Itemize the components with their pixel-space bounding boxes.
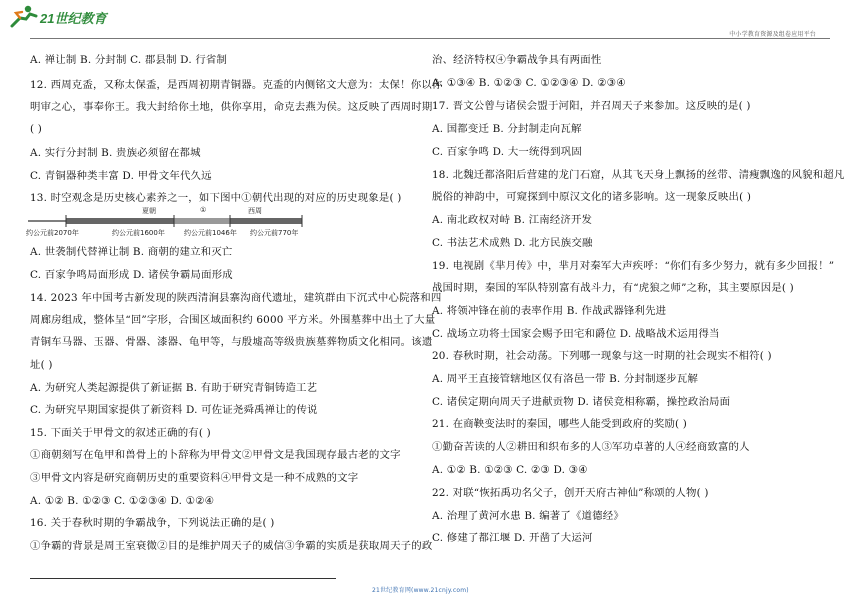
question-21-stmt: ①勤奋苦读的人②耕田和织布多的人③军功卓著的人④经商致富的人 [432,441,750,453]
timeline-era-xia: 夏朝 [142,207,156,215]
question-14-line1: 14. 2023 年中国考古新发现的陕西清涧县寨沟商代遗址，建筑群由下沉式中心院落和四 [30,292,442,304]
question-22-options-ab: A. 治理了黄河水患 B. 编著了《道德经》 [432,510,624,522]
question-19-line2: 战国时期，秦国的军队特别富有战斗力，有“虎狼之师”之称，其主要原因是( ) [432,282,794,294]
timeline-era-unknown: ① [200,206,207,214]
question-12-options-cd: C. 青铜器种类丰富 D. 甲骨文年代久远 [30,170,212,182]
question-12-line3: ( ) [30,123,43,135]
question-22: 22. 对联“恢拓禹功名父子，创开天府古神仙”称颂的人物( ) [432,487,709,499]
question-19-options-ab: A. 将领冲锋在前的表率作用 B. 作战武器锋利先进 [432,305,667,317]
question-14-options-ab: A. 为研究人类起源提供了新证据 B. 有助于研究青铜铸造工艺 [30,382,318,394]
question-18-line1: 18. 北魏迁都洛阳后营建的龙门石窟，从其飞天身上飘扬的丝带、清瘦飘逸的风貌和超凡 [432,169,845,181]
question-17: 17. 晋文公曾与诸侯会盟于河阳，并召周天子来参加。这反映的是( ) [432,100,751,112]
question-20-options-cd: C. 诸侯定期向周天子进献贡物 D. 诸侯竞相称霸，操控政治局面 [432,396,731,408]
question-13-options-cd: C. 百家争鸣局面形成 D. 诸侯争霸局面形成 [30,269,233,281]
question-19-options-cd: C. 战场立功将士国家会赐予田宅和爵位 D. 战略战术运用得当 [432,328,720,340]
header-divider [30,38,830,39]
question-20-options-ab: A. 周平王直接管辖地区仅有洛邑一带 B. 分封制逐步瓦解 [432,373,699,385]
question-17-options-ab: A. 国都变迁 B. 分封制走向瓦解 [432,123,582,135]
question-15-options: A. ①② B. ①②③ C. ①②③④ D. ①②④ [30,495,215,507]
timeline-figure [24,204,310,238]
question-17-options-cd: C. 百家争鸣 D. 大一统得到巩固 [432,146,582,158]
question-16-stmt-cont: 治、经济特权④争霸战争具有两面性 [432,54,602,66]
question-18-line2: 脱俗的神韵中，可窥探到中原汉文化的诸多影响。这一现象反映出( ) [432,191,752,203]
question-12-line1: 12. 西周克盉，又称太保盉，是西周初期青铜器。克盉的内侧铭文大意为：太保！你以你 [30,79,443,91]
question-15-stmt2: ③甲骨文内容是研究商朝历史的重要资料④甲骨文是一种不成熟的文字 [30,472,359,484]
question-16-stmt1: ①争霸的背景是周王室衰微②目的是维护周天子的威信③争霸的实质是获取周天子的政 [30,540,433,552]
question-21-options: A. ①② B. ①②③ C. ②③ D. ③④ [432,464,588,476]
question-14-line4: 址( ) [30,359,53,371]
footer-divider [30,578,336,579]
question-15: 15. 下面关于甲骨文的叙述正确的有( ) [30,427,211,439]
question-18-options-cd: C. 书法艺术成熟 D. 北方民族交融 [432,237,593,249]
timeline-date-2: 约公元前1600年 [112,229,165,237]
timeline-date-4: 约公元前770年 [250,229,299,237]
question-18-options-ab: A. 南北政权对峙 B. 江南经济开发 [432,214,593,226]
question-14-options-cd: C. 为研究早期国家提供了新资料 D. 可佐证尧舜禹禅让的传说 [30,404,318,416]
question-16-options: A. ①③④ B. ①②③ C. ①②③④ D. ②③④ [432,77,626,89]
runner-icon [6,4,40,30]
question-15-stmt1: ①商朝刻写在龟甲和兽骨上的卜辞称为甲骨文②甲骨文是我国现存最古老的文字 [30,449,401,461]
question-19-line1: 19. 电视剧《芈月传》中，芈月对秦军大声疾呼：“你们有多少努力，就有多少回报！” [432,260,835,272]
question-12-line2: 明审之心，事奉你王。我大封给你土地，供你享用，命克去燕为侯。这反映了西周时期 [30,101,433,113]
timeline-era-western-zhou: 西周 [248,207,262,215]
timeline-date-1: 约公元前2070年 [26,229,79,237]
timeline-date-3: 约公元前1046年 [184,229,237,237]
question-13-options-ab: A. 世袭制代替禅让制 B. 商朝的建立和灭亡 [30,246,233,258]
site-tagline: 中小学教育资源及组卷应用平台 [729,31,816,38]
question-22-options-cd: C. 修建了都江堰 D. 开凿了大运河 [432,532,593,544]
question-12-options-ab: A. 实行分封制 B. 贵族必须留在都城 [30,147,201,159]
question-13: 13. 时空观念是历史核心素养之一，如下图中①朝代出现的对应的历史现象是( ) [30,192,402,204]
site-logo [6,4,110,30]
question-14-line2: 周廊房组成，整体呈“回”字形，合围区域面积约 6000 平方米。外围墓葬中出土了大量 [30,314,436,326]
question-16: 16. 关于春秋时期的争霸战争，下列说法正确的是( ) [30,517,275,529]
question-14-line3: 青铜车马器、玉器、骨器、漆器、龟甲等，与殷墟高等级贵族墓葬物质文化相同。该遗 [30,336,433,348]
logo-text: 21世纪教育 [40,11,107,26]
question-21: 21. 在商鞅变法时的秦国，哪些人能受到政府的奖励( ) [432,418,688,430]
footer-link[interactable]: 21世纪教育网(www.21cnjy.com) [372,587,469,594]
question-20: 20. 春秋时期，社会动荡。下列哪一现象与这一时期的社会现实不相符( ) [432,350,772,362]
options-line: A. 禅让制 B. 分封制 C. 郡县制 D. 行省制 [30,54,228,66]
